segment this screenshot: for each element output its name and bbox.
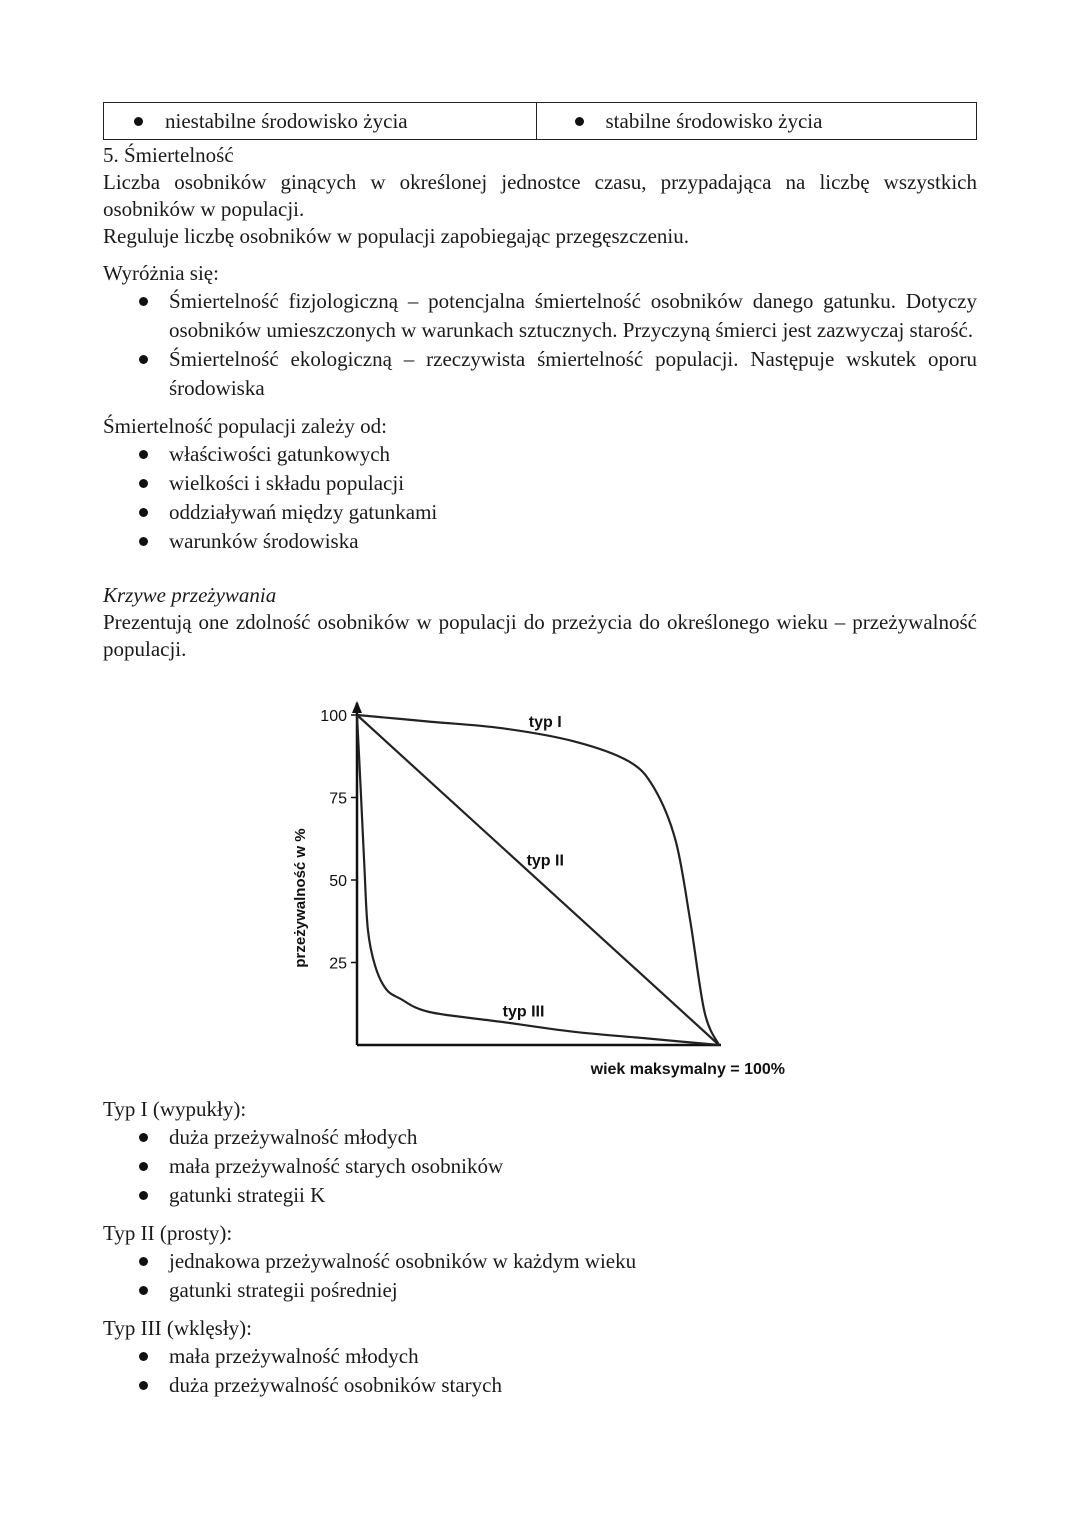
mortality-types-list (103, 287, 977, 403)
definition-text: Liczba osobników ginących w określonej jednostce czasu, przypadająca na liczbę wszystkich osobników w populacji. (103, 170, 977, 221)
table-cell-right (536, 103, 977, 139)
document-page (103, 102, 977, 663)
type-i-list (103, 1123, 977, 1210)
list-item (103, 1123, 977, 1152)
list-item (103, 345, 977, 403)
list-item-text: właściwości gatunkowych (169, 442, 391, 466)
bullet-icon (575, 117, 584, 126)
section-heading: 5. Śmiertelność (103, 143, 234, 167)
bullet-icon (134, 117, 143, 126)
curves-intro: Prezentują one zdolność osobników w populacji do przeżycia do określonego wieku – przeżywalność populacji. (103, 610, 977, 661)
y-tick-label: 100 (320, 708, 347, 725)
table-cell-right-text: stabilne środowisko życia (605, 108, 823, 133)
chart-series (357, 715, 719, 1045)
survival-curves-chart (283, 693, 803, 1088)
list-item (103, 1342, 977, 1371)
table-cell-left (104, 103, 536, 139)
list-item-text: Śmiertelność ekologiczną – rzeczywista śmiertelność populacji. Następuje wskutek oporu środowiska (169, 347, 977, 400)
depends-list (103, 440, 977, 556)
list-item (103, 1181, 977, 1210)
y-axis-arrow-icon (352, 701, 362, 713)
list-item-text: gatunki strategii K (169, 1183, 326, 1207)
list-item (103, 498, 977, 527)
list-item (103, 1247, 977, 1276)
list-item-text: gatunki strategii pośredniej (169, 1278, 398, 1302)
distinguish-label: Wyróżnia się: (103, 261, 219, 285)
series-label-typ-i: typ I (528, 713, 562, 731)
type-i-title: Typ I (wypukły): (103, 1097, 247, 1121)
series-label-typ-iii: typ III (502, 1003, 545, 1021)
list-item (103, 1276, 977, 1305)
x-axis-label: wiek maksymalny = 100% (590, 1061, 785, 1078)
type-iii-title: Typ III (wklęsły): (103, 1316, 252, 1340)
regulation-text: Reguluje liczbę osobników w populacji zapobiegając przegęszczeniu. (103, 224, 690, 248)
list-item-text: wielkości i składu populacji (169, 471, 405, 495)
list-item-text: mała przeżywalność młodych (169, 1344, 419, 1368)
y-tick-label: 50 (329, 873, 347, 890)
y-tick-label: 75 (329, 790, 347, 808)
comparison-table-row (103, 102, 977, 140)
list-item-text: warunków środowiska (169, 529, 359, 553)
series-label-typ-ii: typ II (526, 852, 564, 870)
curve-types-description (103, 1096, 977, 1400)
list-item (103, 1371, 977, 1400)
list-item-text: jednakowa przeżywalność osobników w każdym wieku (169, 1249, 637, 1273)
survival-curves-svg (283, 693, 803, 1088)
y-axis-label: przeżywalność w % (292, 828, 309, 968)
list-item (103, 1152, 977, 1181)
list-item (103, 469, 977, 498)
list-item-text: duża przeżywalność osobników starych (169, 1373, 502, 1397)
y-tick-label: 25 (329, 955, 347, 973)
type-ii-title: Typ II (prosty): (103, 1221, 233, 1245)
list-item (103, 287, 977, 345)
list-item-text: Śmiertelność fizjologiczną – potencjalna śmiertelność osobników danego gatunku. Dotyczy osobników umieszczonych w warunkach sztucznych. Przyczyną śmierci jest zazwyczaj starość. (169, 289, 977, 342)
list-item-text: oddziaływań między gatunkami (169, 500, 438, 524)
curves-title: Krzywe przeżywania (103, 583, 277, 607)
list-item-text: mała przeżywalność starych osobników (169, 1154, 504, 1178)
series-line-typ-ii (357, 715, 719, 1045)
table-cell-left-text: niestabilne środowisko życia (165, 108, 408, 133)
type-ii-list (103, 1247, 977, 1305)
list-item-text: duża przeżywalność młodych (169, 1125, 418, 1149)
depends-label: Śmiertelność populacji zależy od: (103, 414, 387, 438)
list-item (103, 527, 977, 556)
type-iii-list (103, 1342, 977, 1400)
list-item (103, 440, 977, 469)
